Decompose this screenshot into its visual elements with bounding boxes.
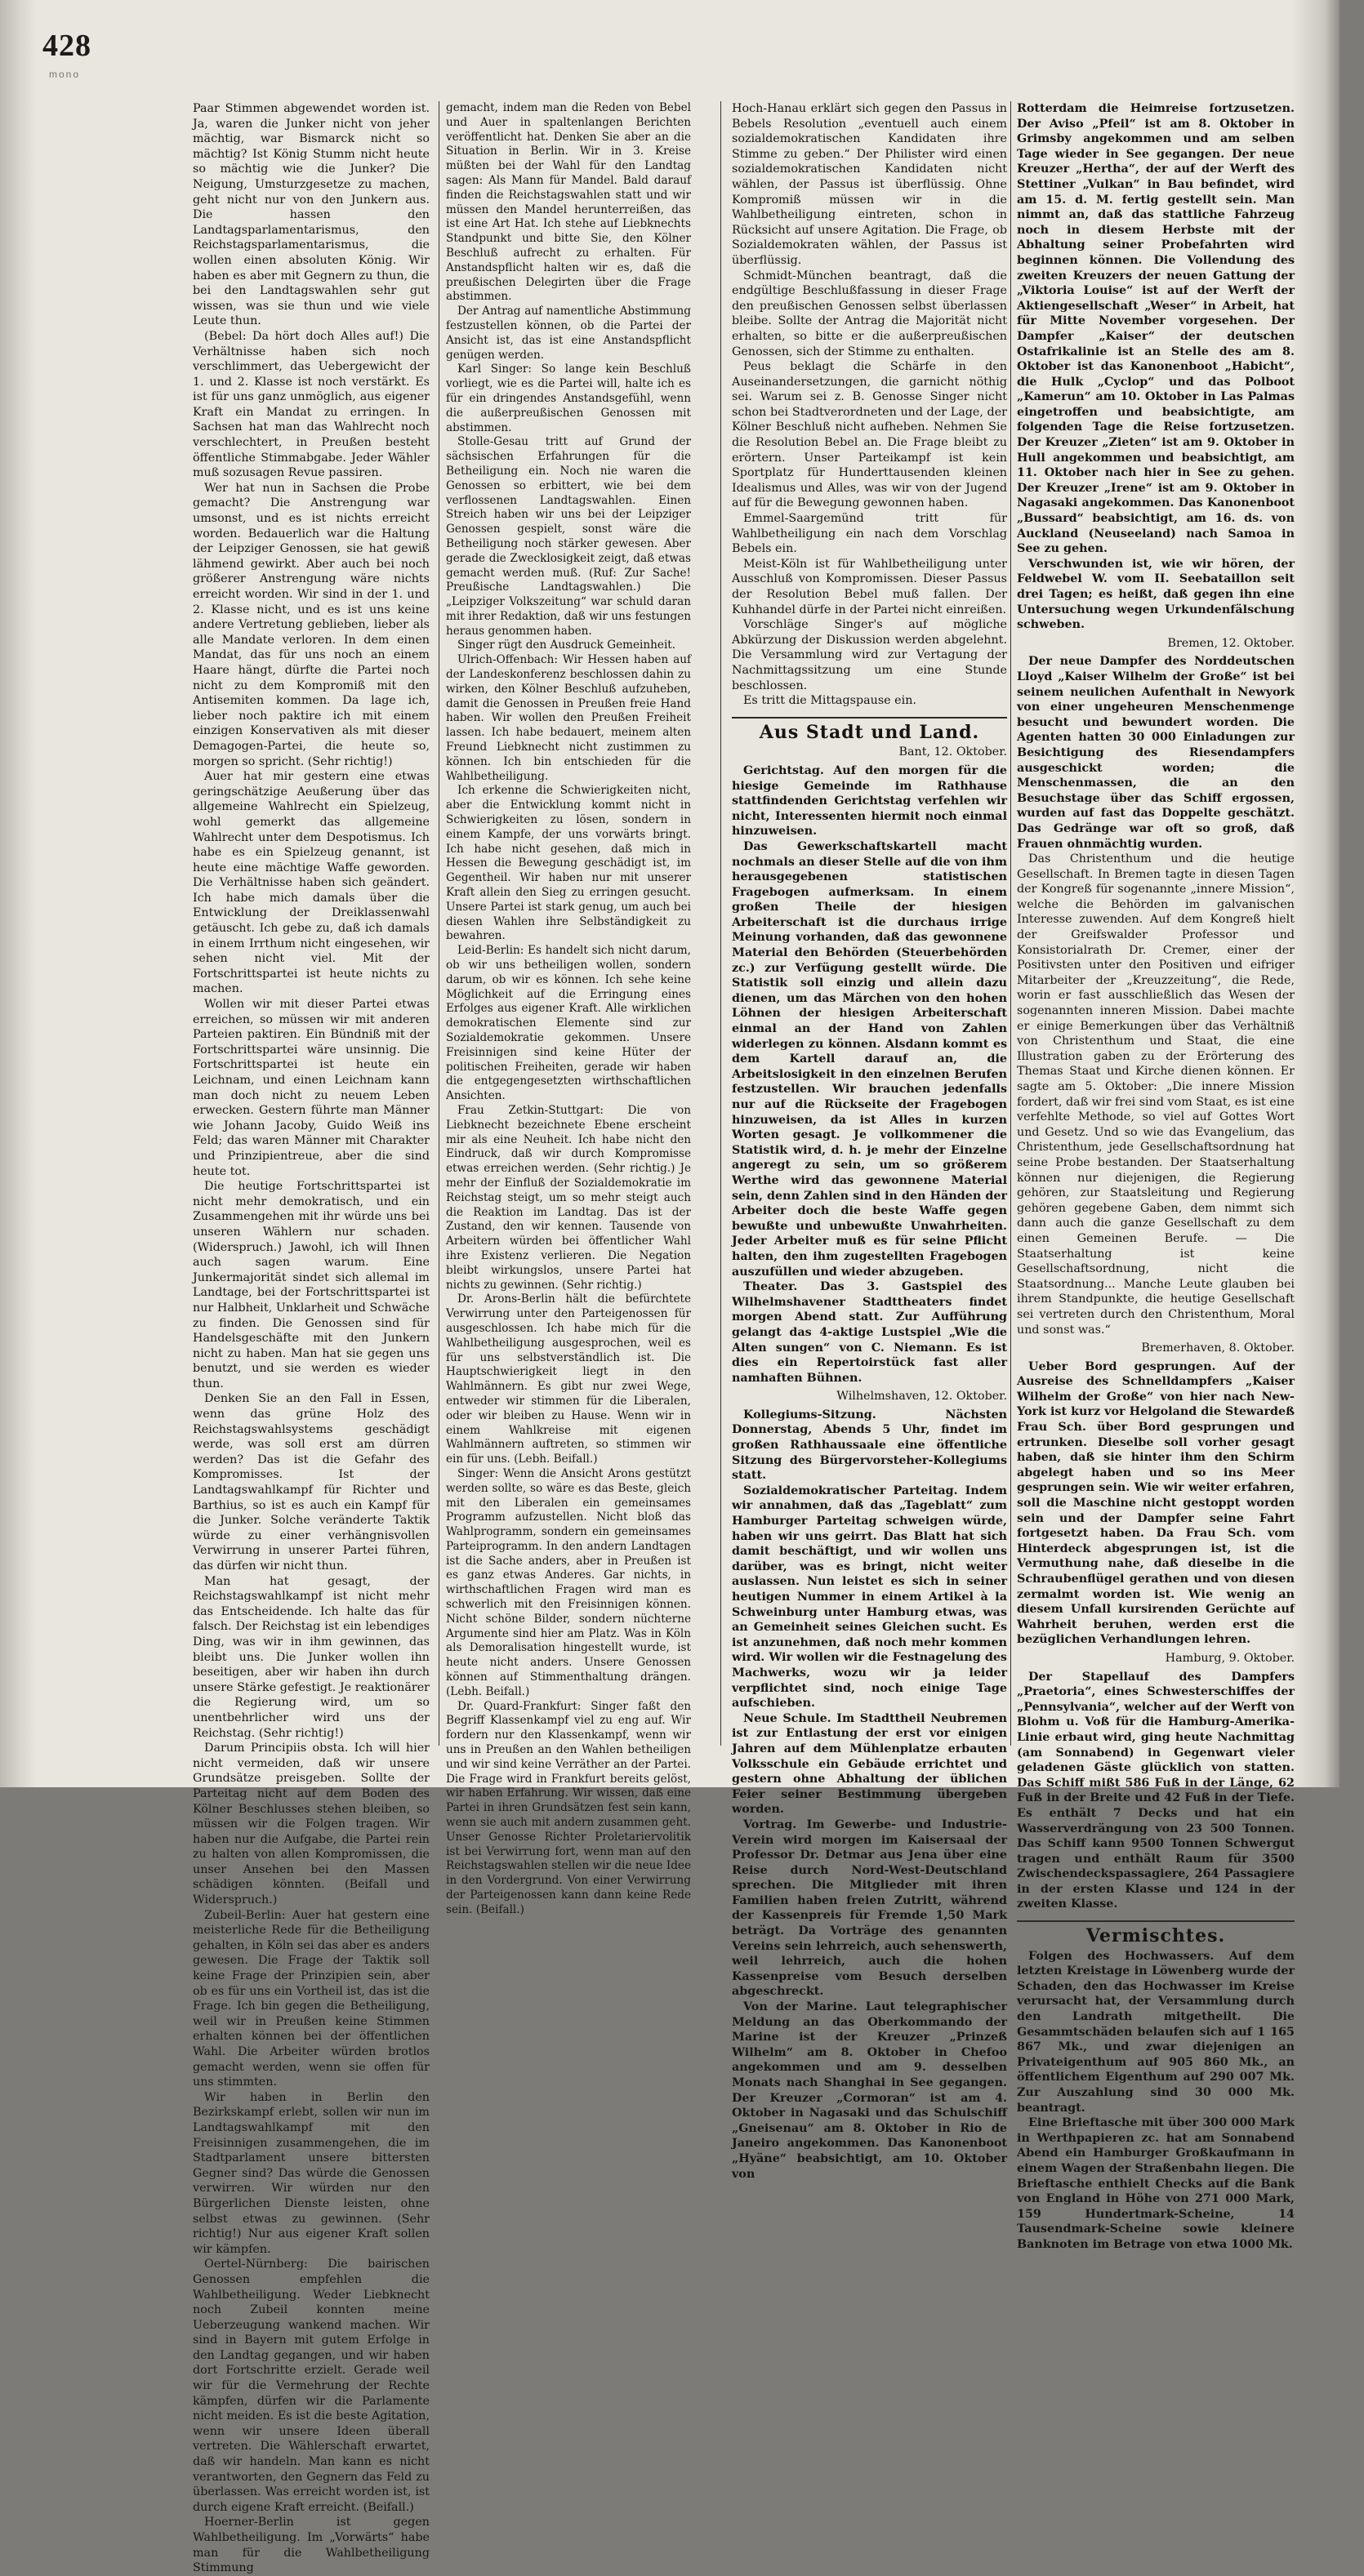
paragraph: Eine Brieftasche mit über 300 000 Mark in Werthpapieren zc. hat am Sonnabend Abend ein Hamburger Großkaufmann in einem Wagen der Straßenbahn liegen. Die Brieftasche enthielt Checks auf die Bank von England in Höhe von 271 000 Mark, 159 Hundertmark-Scheine, 14 Tausendmark-Scheine sowie kleinere Banknoten im Betrage von etwa 1000 Mk. — [1017, 2116, 1295, 2251]
dateline: Wilhelmshaven, 12. Oktober. — [836, 1390, 1007, 1404]
paragraph: Ueber Bord gesprungen. Auf der Ausreise des Schnelldampfers „Kaiser Wilhelm der Große“ von hier nach New-York ist kurz vor Helgoland die Stewardeß Frau Sch. über Bord gesprungen und ertrunken. Dieselbe soll vorher gesagt haben, daß sie hinter ihm den Schirm abgelegt haben und so ins Meer gesprungen sein. Wie wir weiter erfahren, soll die Maschine nicht gestoppt worden sein und der Dampfer seine Fahrt fortgesetzt haben. Da Frau Sch. vom Hinterdeck abgesprungen ist, ist die Vermuthung nahe, daß dieselbe in die Schraubenflügel gerathen und von diesen zermalmt worden ist. Wie wenig an diesem Unfall kursirenden Gerüchte auf Wahrheit beruhen, werden erst die bezüglichen Verhandlungen lehren. — [1017, 1359, 1295, 1647]
paragraph: Zubeil-Berlin: Auer hat gestern eine meisterliche Rede für die Betheiligung gehalten, in Köln sei das aber es anders gewesen. Die Frage der Taktik soll keine Frage der Prinzipien sein, aber ob es für uns ein Vortheil ist, das ist die Frage. Ich bin gegen die Betheiligung, weil wir in Preußen keine Stimmen erhalten können bei der öffentlichen Wahl. Die Arbeiter würden brotlos gemacht werden, wenn sie offen für uns stimmten. — [193, 1908, 430, 2089]
paragraph: Peus beklagt die Schärfe in den Auseinandersetzungen, die garnicht nöthig sei. Warum sei z. B. Genosse Singer nicht schon bei Stadtverordneten und der Lage, der Kölner Beschluß nicht aufheben. Nehmen Sie die Resolution Bebel an. Die Frage bleibt zu erörtern. Unser Parteikampf ist kein Sportplatz für Hunderttausenden kleinen Idealismus und Alles, was wir von der Jugend auf für die Bewegung gewonnen haben. — [732, 360, 1007, 510]
paragraph: Denken Sie an den Fall in Essen, wenn das grüne Holz des Reichstagswahlsystems geschädigt werde, was soll erst am dürren werden? Das ist die Gefahr des Kompromisses. Ist der Landtagswahlkampf für Richter und Barthius, so ist es auch ein Kampf für die Junker. Solche veränderte Taktik würde zu einer verhängnisvollen Verwirrung in unserer Partei führen, das dürfen wir nicht thun. — [193, 1392, 430, 1573]
column-4 — [1017, 101, 1295, 2251]
page-edge-shadow — [1290, 0, 1339, 1787]
paragraph: Emmel-Saargemünd tritt für Wahlbetheiligung ein nach dem Vorschlag Bebels ein. — [732, 512, 1007, 556]
paragraph: Der neue Dampfer des Norddeutschen Lloyd „Kaiser Wilhelm der Große“ ist bei seinem neulichen Aufenthalt in Newyork von einer ungeheuren Menschenmenge besucht und bewundert worden. Die Agenten hatten 30 000 Einladungen zur Besichtigung des Riesendampfers ausgeschickt worden; die Menschenmassen, die an den Besuchstage über das Schiff ergossen, wurden auf fast das Doppelte geschätzt. Das Gedränge war oft so groß, daß Frauen ohnmächtig wurden. — [1017, 655, 1295, 851]
dateline: Hamburg, 9. Oktober. — [1165, 1651, 1295, 1665]
paragraph: Dr. Arons-Berlin hält die befürchtete Verwirrung unter den Parteigenossen für ausgeschlossen. Ich habe mich für die Wahlbetheiligung ausgesprochen, weil es für uns selbstverständlich ist. Die Hauptschwierigkeit liegt in den Wahlmännern. Es gibt nur zwei Wege, entweder wir stimmen für die Liberalen, oder wir bleiben zu Hause. Wenn wir in einem Wahlkreise mit eigenen Wahlmännern auftreten, so stimmen wir ein für uns. (Lebh. Beifall.) — [446, 1292, 691, 1466]
paragraph: Die heutige Fortschrittspartei ist nicht mehr demokratisch, und ein Zusammengehen mit ihr würde uns bei unseren Wählern nur schaden. (Widerspruch.) Jawohl, ich will Ihnen auch sagen warum. Eine Junkermajorität sindet sich allemal im Landtage, bei der Fortschrittspartei ist nur Halbheit, Unklarheit und Schwäche zu finden. Die Genossen sind für Handelsgeschäfte mit den Junkern nicht zu haben. Man hat sie gegen uns benutzt, und sie werden es wieder thun. — [193, 1180, 430, 1390]
paragraph: Vorschläge Singer's auf mögliche Abkürzung der Diskussion werden abgelehnt. Die Versammlung wird zur Vertagung der Nachmittagssitzung um eine Stunde beschlossen. — [732, 618, 1007, 692]
column-rule — [720, 101, 721, 1746]
page-binding — [0, 0, 37, 1787]
paragraph: Rotterdam die Heimreise fortzusetzen. Der Aviso „Pfeil“ ist am 8. Oktober in Grimsby angekommen und am selben Tage wieder in See gegangen. Der neue Kreuzer „Hertha“, der auf der Werft des Stettiner „Vulkan“ in Bau befindet, wird am 15. d. M. fertig gestellt sein. Man nimmt an, daß das stattliche Fahrzeug noch in diesem Herbste mit der Abhaltung seiner Probefahrten wird beginnen können. Die Vollendung des zweiten Kreuzers der neuen Gattung der „Viktoria Louise“ ist auf der Werft der Aktiengesellschaft „Weser“ in Arbeit, hat für Mitte November vorgesehen. Der Dampfer „Kaiser“ der deutschen Ostafrikalinie ist an Stelle des am 8. Oktober ist das Kanonenboot „Habicht“, die Hulk „Cyclop“ und das Polboot „Kamerun“ am 10. Oktober in Las Palmas eingetroffen und beabsichtigte, am folgenden Tage die Reise fortzusetzen. Der Kreuzer „Zieten“ ist am 9. Oktober in Hull angekommen und beabsichtigt, am 11. Oktober nach hier in See zu gehen. Der Kreuzer „Irene“ ist am 9. Oktober in Nagasaki angekommen. Das Kanonenboot „Bussard“ beabsichtigt, am 16. ds. von Auckland (Neuseeland) nach Samoa in See zu gehen. — [1017, 102, 1295, 556]
column-rule — [1010, 101, 1011, 1746]
paragraph: Paar Stimmen abgewendet worden ist. Ja, waren die Junker nicht von jeher mächtig, war Bismarck nicht so mächtig? Ist König Stumm nicht heute so mächtig wie die Junker? Die Neigung, Umsturzgesetze zu machen, geht nicht nur von den Junkern aus. Die hassen den Landtagsparlamentarismus, den Reichstagsparlamentarismus, die wollen einen absoluten König. Wir haben es aber mit Gegnern zu thun, die bei den Landtagswahlen sehr gut wissen, was sie thun und wie viele Leute thun. — [193, 102, 430, 328]
paragraph: Verschwunden ist, wie wir hören, der Feldwebel W. vom II. Seebataillon seit drei Tagen; es heißt, daß gegen ihn eine Untersuchung wegen Urkundenfälschung schweben. — [1017, 557, 1295, 632]
paragraph: Gerichtstag. Auf den morgen für die hiesige Gemeinde im Rathhause stattfindenden Gerichtstag verfehlen wir nicht, Interessenten hiermit noch einmal hinzuweisen. — [732, 763, 1007, 839]
paragraph: Das Christenthum und die heutige Gesellschaft. In Bremen tagte in diesen Tagen der Kongreß für sogenannte „innere Mission“, welche die Behörden im galvanischen Interesse zuwenden. Auf dem Kongreß hielt der Greifswalder Professor und Konsistorialrath Dr. Cremer, einer der Positivsten unter den Positiven und eifriger Mitarbeiter der „Kreuzzeitung“, die Rede, worin er fast ausschließlich das Wesen der sogenannten inneren Mission. Dabei machte er einige Bemerkungen über das Verhältniß von Christenthum und Staat, die eine Illustration gaben zu der Erörterung des Themas Staat und Kirche dienen können. Er sagte am 5. Oktober: „Die innere Mission fordert, daß wir frei sind vom Staat, es ist eine verfehlte Methode, so viel auf Gottes Wort und Gesetz. Und so wie das Evangelium, das Christenthum, jede Gesellschaftsordnung hat seine Probe bestanden. Der Staatserhaltung können nur diejenigen, die Regierung gehören, zur Staatsleitung und Regierung gehören gegebene Gaben, dem nimmt sich dann auch die ganze Gesellschaft zu dem einen Gemeinen Berufe. — Die Staatserhaltung ist keine Gesellschaftsordnung, nicht die Staatsordnung... Manche Leute glauben bei ihrem Standpunkte, die heutige Gesellschaft sei vertreten durch den Christenthum, Moral und sonst was.“ — [1017, 852, 1295, 1337]
paragraph: Oertel-Nürnberg: Die bairischen Genossen empfehlen die Wahlbetheiligung. Weder Liebknecht noch Zubeil konnten meine Ueberzeugung wankend machen. Wir sind in Bayern mit gutem Erfolge in den Landtag gegangen, und wir haben dort Fortschritte erzielt. Gerade weil wir für die Vermehrung der Rechte kämpfen, dürfen wir die Parlamente nicht meiden. Es ist die beste Agitation, wenn wir unsere Ideen überall vertreten. Die Wählerschaft erwartet, daß wir handeln. Man kann es nicht verantworten, den Gegnern das Feld zu überlassen. Was erreicht worden ist, ist durch eigene Kraft erreicht. (Beifall.) — [193, 2258, 430, 2514]
paragraph: Stolle-Gesau tritt auf Grund der sächsischen Erfahrungen für die Betheiligung ein. Noch nie waren die Genossen so erbittert, wie bei dem verflossenen Landtagswahlen. Einen Streich haben wir uns bei der Leipziger Genossen gespielt, sonst wäre die Betheiligung noch stärker gewesen. Aber gerade die Zwecklosigkeit zeigt, daß etwas gemacht werden muß. (Ruf: Zur Sache! Preußische Landtagswahlen.) Die „Leipziger Volkszeitung“ war schuld daran mit ihrer Redaktion, daß wir uns festungen heraus genommen haben. — [446, 435, 691, 638]
paragraph: Man hat gesagt, der Reichstagswahlkampf ist nicht mehr das Entscheidende. Ich halte das für falsch. Der Reichstag ist ein lebendiges Ding, was wir in ihm gewinnen, das bleibt uns. Die Junker wollen ihn beseitigen, aber wir haben ihn durch unsere Stärke gefestigt. Je reaktionärer die Regierung wird, um so unentbehrlicher wird uns der Reichstag. (Sehr richtig!) — [193, 1574, 430, 1740]
paragraph: Ich erkenne die Schwierigkeiten nicht, aber die Entwicklung kommt nicht in Schwierigkeiten zu lösen, sondern in einem Kampfe, der uns vorwärts bringt. Ich habe nicht gesehen, daß mich in Hessen die Bewegung geschädigt ist, im Gegentheil. Wir haben nur mit unserer Kraft allein den Sieg zu erringen gesucht. Unsere Partei ist stark genug, um auch bei diesen Wahlen ihre Selbständigkeit zu bewahren. — [446, 784, 691, 943]
archive-stamp: mono — [49, 69, 81, 80]
section-heading: Vermischtes. — [1085, 1925, 1226, 1947]
paragraph: Leid-Berlin: Es handelt sich nicht darum, ob wir uns betheiligen wollen, sondern darum, ob wir es können. Ich sehe keine Möglichkeit auf die Erringung eines Erfolges aus eigener Kraft. Alle wirklichen demokratischen Elemente sind zur Sozialdemokratie gekommen. Unsere Freisinnigen sind keine Hüter der politischen Freiheiten, gerade wir haben die entgegengesetzten wirthschaftlichen Ansichten. — [446, 944, 691, 1103]
dateline: Bremen, 12. Oktober. — [1167, 636, 1295, 650]
section-divider — [732, 717, 1007, 719]
paragraph: Wollen wir mit dieser Partei etwas erreichen, so müssen wir mit anderen Parteien paktiren. Ein Bündniß mit der Fortschrittspartei wäre unsinnig. Die Fortschrittspartei ist heute ein Leichnam, und einen Leichnam kann man doch nicht zu neuem Leben erwecken. Gestern führte man Männer wie Johann Jacoby, Guido Weiß ins Feld; das waren Männer mit Charakter und Prinzipientreue, aber die sind heute tot. — [193, 998, 430, 1178]
paragraph: Sozialdemokratischer Parteitag. Indem wir annahmen, daß das „Tageblatt“ zum Hamburger Parteitag schweigen würde, haben wir uns geirrt. Das Blatt hat sich damit beschäftigt, und wir wollen uns darüber, was es bringt, nicht weiter auslassen. Nun leistet es sich in seiner heutigen Nummer in einem Artikel à la Schweinburg unter Hamburg etwas, was an Gemeinheit seines Gleichen sucht. Es ist anzunehmen, daß noch mehr kommen wird. Wir wollen wir die Festnagelung des Machwerks, wozu wir ja leider verpflichtet sind, noch einige Tage aufschieben. — [732, 1484, 1007, 1711]
dateline: Bremerhaven, 8. Oktober. — [1141, 1341, 1295, 1355]
paragraph: Vortrag. Im Gewerbe- und Industrie-Verein wird morgen im Kaisersaal der Professor Dr. Detmar aus Jena über eine Reise durch Nord-West-Deutschland sprechen. Die Mitglieder mit ihren Familien haben freien Zutritt, während der Kassenpreis für Fremde 1,50 Mark beträgt. Da Vorträge des genannten Vereins sein lehrreich, auch sehenswerth, weil lehrreich, auch die hohen Kassenpreise vom Besuch derselben abgeschreckt. — [732, 1817, 1007, 1999]
paragraph: gemacht, indem man die Reden von Bebel und Auer in spaltenlangen Berichten veröffentlicht hat. Denken Sie aber an die Situation in Berlin. Wir in 3. Kreise müßten bei der Wahl für den Landtag sagen: Als Mann für Mandel. Bald darauf finden die Reichstagswahlen statt und wir müssen den Mandel herunterreißen, das ist eine Art Hat. Ich stehe auf Liebknechts Standpunkt und bitte Sie, den Kölner Beschluß aufrecht zu erhalten. Für Anstandspflicht halten wir es, daß die preußischen Delegirten über die Frage abstimmen. — [446, 101, 691, 304]
paragraph: Es tritt die Mittagspause ein. — [743, 694, 916, 708]
paragraph: Folgen des Hochwassers. Auf dem letzten Kreistage in Löwenberg wurde der Schaden, den das Hochwasser im Kreise verursacht hat, der Versammlung durch den Landrath mitgetheilt. Die Gesammtschäden belaufen sich auf 1 165 867 Mk., und zwar diejenigen an Privateigenthum auf 905 860 Mk., an öffentlichem Eigenthum auf 290 007 Mk. Zur Auszahlung sind 30 000 Mk. beantragt. — [1017, 1949, 1295, 2115]
paragraph: Wer hat nun in Sachsen die Probe gemacht? Die Anstrengung war umsonst, und es ist nichts erreicht worden. Bedauerlich war die Haltung der Leipziger Genossen, sie hat gewiß lähmend gewirkt. Aber auch bei noch größerer Anstrengung wäre nichts erreicht worden. Wir sind in der 1. und 2. Klasse nicht, und es ist uns keine andere Vertretung geblieben, lieber als alle Mandate verloren. In dem einen Mandat, das für uns noch an einem Haare hängt, dürfte die Partei noch nicht zu dem Kompromiß mit den Antisemiten kommen. Da lage ich, lieber noch paktire ich mit einem einzigen Konservativen als mit dieser Demagogen-Partei, die heute so, morgen so spricht. (Sehr richtig!) — [193, 481, 430, 768]
paragraph: Ulrich-Offenbach: Wir Hessen haben auf der Landeskonferenz beschlossen dahin zu wirken, den Kölner Beschluß aufzuheben, damit die Genossen in Preußen freie Hand haben. Wir wollen den Preußen Freiheit lassen. Ich habe bedauert, meinem alten Freund Liebknecht nicht zustimmen zu können. Ich bin entschieden für die Wahlbetheiligung. — [446, 653, 691, 783]
paragraph: Hoch-Hanau erklärt sich gegen den Passus in Bebels Resolution „eventuell auch einem sozialdemokratischen Kandidaten ihre Stimme zu geben.“ Der Philister wird einen sozialdemokratischen Kandidaten nicht wählen, der Passus ist überflüssig. Ohne Kompromiß müssen wir in die Wahlbetheiligung eintreten, schon in Rücksicht auf unsere Agitation. Die Frage, ob Sozialdemokraten wählen, der Passus ist überflüssig. — [732, 102, 1007, 267]
paragraph: Singer: Wenn die Ansicht Arons gestützt werden sollte, so wäre es das Beste, gleich mit den Liberalen ein gemeinsames Programm aufzustellen. Nicht bloß das Wahlprogramm, sondern ein gemeinsames Parteiprogramm. In den andern Landtagen ist die Sache anders, aber in Preußen ist es ganz etwas Anderes. Gar nichts, in wirthschaftlichen Fragen wird man es schwerlich mit den Freisinnigen können. Nicht schöne Bilder, sondern nüchterne Argumente sind hier am Platz. Was in Köln als Demoralisation hingestellt wurde, ist heute nicht anders. Unsere Genossen können auf Stimmenthaltung drängen. (Lebh. Beifall.) — [446, 1466, 691, 1698]
bleed-through-text — [38, 90, 189, 1739]
paragraph: Singer rügt den Ausdruck Gemeinheit. — [457, 638, 676, 652]
paragraph: Neue Schule. Im Stadttheil Neubremen ist zur Entlastung der erst vor einigen Jahren auf dem Mühlenplatze erbauten Volksschule ein Gebäude errichtet und gestern ohne Abhaltung der üblichen Feier seiner Bestimmung übergeben worden. — [732, 1711, 1007, 1817]
paragraph: Darum Principiis obsta. Ich will hier nicht vermeiden, daß wir unsere Grundsätze preisgeben. Sollte der Parteitag nicht auf dem Boden des Kölner Beschlusses stehen bleiben, so müssen wir die Folgen tragen. Wir haben nur die Aufgabe, die Partei rein zu halten von allen Kompromissen, die unser Ansehen bei den Massen schädigen könnten. (Beifall und Widerspruch.) — [193, 1742, 430, 1907]
page-number: 428 — [42, 29, 91, 63]
paragraph: Hoerner-Berlin ist gegen Wahlbetheiligung. Im „Vorwärts“ habe man für die Wahlbetheiligung Stimmung — [193, 2516, 430, 2575]
paragraph: Theater. Das 3. Gastspiel des Wilhelmshavener Stadttheaters findet morgen Abend statt. Zur Aufführung gelangt das 4-aktige Lustspiel „Wie die Alten sungen“ von C. Niemann. Es ist dies ein Repertoirstück fast aller namhaften Bühnen. — [732, 1280, 1007, 1385]
column-3 — [732, 101, 1007, 2181]
column-2 — [446, 101, 691, 1916]
paragraph: Von der Marine. Laut telegraphischer Meldung an das Oberkommando der Marine ist der Kreuzer „Prinzeß Wilhelm“ am 8. Oktober in Chefoo angekommen und am 9. desselben Monats nach Shanghai in See gegangen. Der Kreuzer „Cormoran“ ist am 4. Oktober in Nagasaki und das Schulschiff „Gneisenau“ am 8. Oktober in Rio de Janeiro angekommen. Das Kanonenboot „Hyäne“ beabsichtigt, am 10. Oktober von — [732, 2000, 1007, 2181]
dateline: Bant, 12. Oktober. — [898, 745, 1007, 759]
section-divider — [1017, 1920, 1295, 1922]
paragraph: Das Gewerkschaftskartell macht nochmals an dieser Stelle auf die von ihm herausgegebenen statistischen Fragebogen aufmerksam. In einem großen Theile der hiesigen Arbeiterschaft ist die durchaus irrige Meinung vorhanden, daß das gewonnene Material den Behörden (Steuerbehörden zc.) zur Verfügung gestellt würde. Die Statistik soll einzig und allein dazu dienen, um das Märchen von den hohen Löhnen der hiesigen Arbeiterschaft einmal an der Hand von Zahlen widerlegen zu können. Alsdann kommt es dem Kartell darauf an, die Arbeitslosigkeit in den einzelnen Berufen festzustellen. Wir brauchen jedenfalls nur auf die Rückseite der Fragebogen hinzuweisen, da ist Alles in kurzen Worten gesagt. Je vollkommener die Statistik wird, d. h. je mehr der Einzelne angeregt zu sein, um so größerem Werthe wird das gewonnene Material sein, denn Zahlen sind in den Händen der Arbeiter doch die beste Waffe gegen bewußte und unbewußte Unwahrheiten. Jeder Arbeiter muß es für seine Pflicht halten, den ihm zugestellten Fragebogen auszufüllen und wieder abzugeben. — [732, 839, 1007, 1279]
paragraph: Der Stapellauf des Dampfers „Praetoria“, eines Schwesterschiffes der „Pennsylvania“, welcher auf der Werft von Blohm u. Voß für die Hamburg-Amerika-Linie erbaut wird, ging heute Nachmittag (am Sonnabend) in Gegenwart vieler geladenen Gäste glücklich von statten. Das Schiff mißt 586 Fuß in der Länge, 62 Fuß in der Breite und 42 Fuß in der Tiefe. Es enthält 7 Decks und hat ein Wasserverdrängung von 23 500 Tonnen. Das Schiff kann 9500 Tonnen Schwergut tragen und enthält Raum für 3500 Zwischendeckspassagiere, 264 Passagiere in der ersten Klasse und 124 in der zweiten Klasse. — [1017, 1670, 1295, 1911]
paragraph: Dr. Quard-Frankfurt: Singer faßt den Begriff Klassenkampf viel zu eng auf. Wir fordern nur den Klassenkampf, wenn wir uns in Preußen an den Wahlen betheiligen und wir sind keine Verräther an der Partei. Die Frage wird in Frankfurt bereits gelöst, wir haben Erfahrung. Wir wissen, daß eine Partei in ihren Grundsätzen fest sein kann, wenn sie auch mit andern zusammen geht. Unser Genosse Richter Proletariervolitik ist bei Verwirrung fort, wenn man auf den Reichstagswahlen stellen wir die neue Idee in den Vordergrund. Von einer Verwirrung der Parteigenossen kann dann keine Rede sein. (Beifall.) — [446, 1699, 691, 1916]
paragraph: Meist-Köln ist für Wahlbetheiligung unter Ausschluß von Kompromissen. Dieser Passus der Resolution Bebel muß fallen. Der Kuhhandel dürfe in der Partei nicht einreißen. — [732, 557, 1007, 616]
paragraph: Karl Singer: So lange kein Beschluß vorliegt, wie es die Partei will, halte ich es für ein dringendes Anstandsgefühl, wenn die außerpreußischen Genossen mit abstimmen. — [446, 363, 691, 434]
paragraph: Frau Zetkin-Stuttgart: Die von Liebknecht bezeichnete Ebene erscheint mir als eine Neuheit. Ich habe nicht den Eindruck, daß wir durch Kompromisse etwas erreichen werden. (Sehr richtig.) Je mehr der Einfluß der Sozialdemokratie im Reichstag steigt, um so mehr steigt auch die Reaktion im Landtag. Das ist der Zustand, den wir kennen. Tausende von Arbeitern würden bei öffentlicher Wahl ihre Existenz verlieren. Die Negation bleibt wirkungslos, unsere Partei hat nichts zu gewinnen. (Sehr richtig.) — [446, 1103, 691, 1292]
paragraph: Kollegiums-Sitzung. Nächsten Donnerstag, Abends 5 Uhr, findet im großen Rathhaussaale eine öffentliche Sitzung des Bürgervorsteher-Kollegiums statt. — [732, 1408, 1007, 1483]
paragraph: Wir haben in Berlin den Bezirkskampf erlebt, sollen wir nun im Landtagswahlkampf mit den Freisinnigen zusammengehen, die im Stadtparlament unsere bittersten Gegner sind? Das würde die Genossen verwirren. Wir würden nur den Bürgerlichen Dienste leisten, ohne selbst etwas zu gewinnen. (Sehr richtig!) Nur aus eigener Kraft sollen wir kämpfen. — [193, 2090, 430, 2256]
section-heading: Aus Stadt und Land. — [759, 721, 980, 743]
paragraph: Der Antrag auf namentliche Abstimmung festzustellen können, ob die Partei der Ansicht ist, das ist eine Anstandspflicht genügen werden. — [446, 305, 691, 362]
paragraph: Auer hat mir gestern eine etwas geringschätzige Aeußerung über das allgemeine Wahlrecht ein Spielzeug, wohl gemerkt das allgemeine Wahlrecht unter dem Despotismus. Ich habe es ein Spielzeug genannt, ist heute eine mächtige Waffe geworden. Die Verhältnisse haben sich geändert. Ich habe mich damals über die Entwicklung der Dreiklassenwahl getäuscht. Ich gebe zu, daß ich damals in einem Irrthum nicht eingesehen, wir sehen nicht viel. Mit der Fortschrittspartei ist heute nichts zu machen. — [193, 770, 430, 996]
paragraph: Schmidt-München beantragt, daß die endgültige Beschlußfassung in dieser Frage den preußischen Genossen selbst überlassen bleibe. Sollte der Antrag die Majorität nicht erhalten, so bitte er die außerpreußischen Genossen, sich der Stimme zu enthalten. — [732, 269, 1007, 358]
paragraph: (Bebel: Da hört doch Alles auf!) Die Verhältnisse haben sich noch verschlimmert, das Uebergewicht der 1. und 2. Klasse ist noch verstärkt. Es ist für uns ganz unmöglich, aus eigener Kraft ein Mandat zu erringen. In Sachsen hat man das Wahlrecht noch verschlechtert, in Preußen besteht öffentliche Stimmabgabe. Jeder Wähler muß sozusagen Revue passiren. — [193, 329, 430, 480]
column-1 — [193, 101, 430, 2575]
